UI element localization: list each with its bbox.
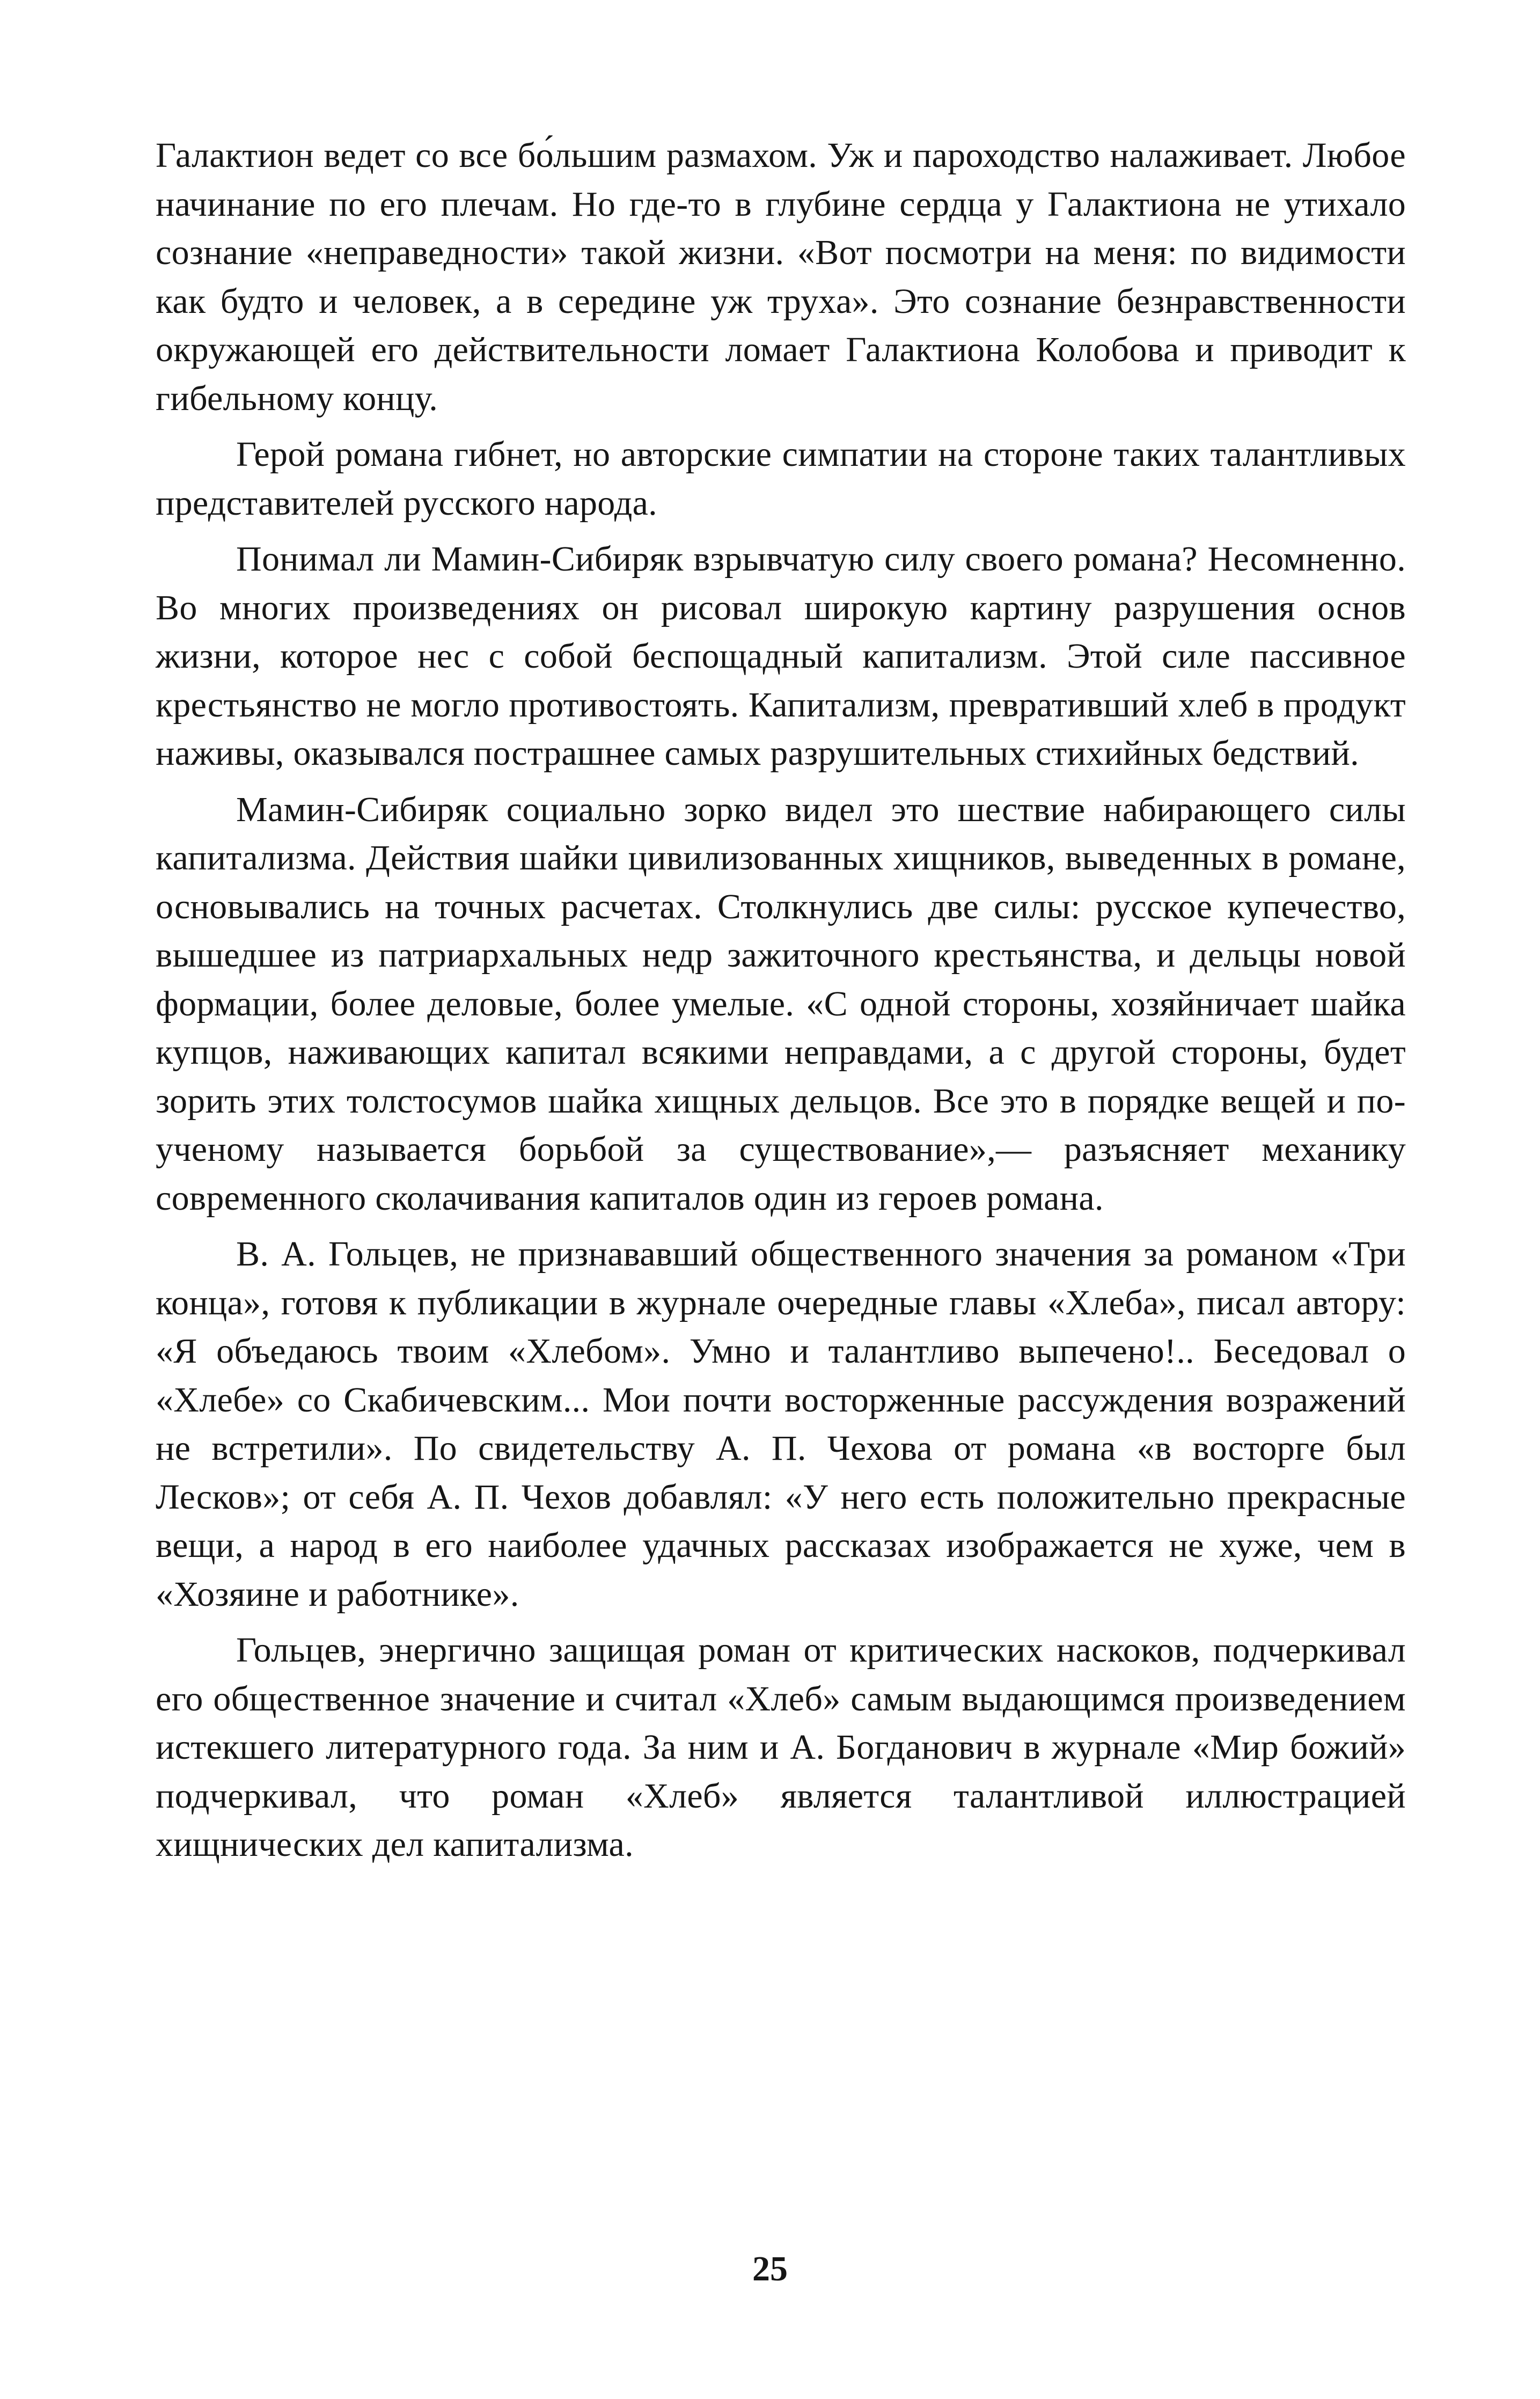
paragraph-4: Мамин-Сибиряк социально зорко видел это шествие набирающего силы капитализма. Действия шайки цивилизованных хищников, выведенных в романе, основывались на точных расчетах. Столкнулись две силы: русское купечество, вышедшее из патриархальных недр зажиточного крестьянства, и дельцы новой формации, более деловые, более умелые. «С одной стороны, хозяйничает шайка купцов, наживающих капитал всякими неправдами, а с другой стороны, будет зорить этих толстосумов шайка хищных дельцов. Все это в порядке вещей и по-ученому называется борьбой за существование»,— разъясняет механику современного сколачивания капиталов один из героев романа. (156, 789, 1406, 1218)
paragraph-5: В. А. Гольцев, не признававший общественного значения за романом «Три конца», готовя к публикации в журнале очередные главы «Хлеба», писал автору: «Я объедаюсь твоим «Хлебом». Умно и талантливо выпечено!.. Беседовал о «Хлебе» со Скабичевским... Мои почти восторженные рассуждения возражений не встретили». По свидетельству А. П. Чехова от романа «в восторге был Лесков»; от себя А. П. Чехов добавлял: «У него есть положительно прекрасные вещи, а народ в его наиболее удачных рассказах изображается не хуже, чем в «Хозяине и работнике». (156, 1234, 1406, 1614)
page-number: 25 (752, 2249, 788, 2288)
paragraph-1: Галактион ведет со все бо́льшим размахом. Уж и пароходство налаживает. Любое начинание по его плечам. Но где-то в глубине сердца у Галактиона не утихало сознание «неправедности» такой жизни. «Вот посмотри на меня: по видимости как будто и человек, а в середине уж труха». Это сознание безнравственности окружающей его действительности ломает Галактиона Колобова и приводит к гибельному концу. (156, 136, 1406, 418)
page-body (156, 131, 1406, 1877)
paragraph-3: Понимал ли Мамин-Сибиряк взрывчатую силу своего романа? Несомненно. Во многих произведениях он рисовал широкую картину разрушения основ жизни, которое нес с собой беспощадный капитализм. Этой силе пассивное крестьянство не могло противостоять. Капитализм, превративший хлеб в продукт наживы, оказывался пострашнее самых разрушительных стихийных бедствий. (156, 539, 1406, 773)
paragraph-2: Герой романа гибнет, но авторские симпатии на стороне таких талантливых представителей русского народа. (156, 435, 1406, 523)
paragraph-6: Гольцев, энергично защищая роман от критических наскоков, подчеркивал его общественное значение и считал «Хлеб» самым выдающимся произведением истекшего литературного года. За ним и А. Богданович в журнале «Мир божий» подчеркивал, что роман «Хлеб» является талантливой иллюстрацией хищнических дел капитализма. (156, 1630, 1406, 1864)
